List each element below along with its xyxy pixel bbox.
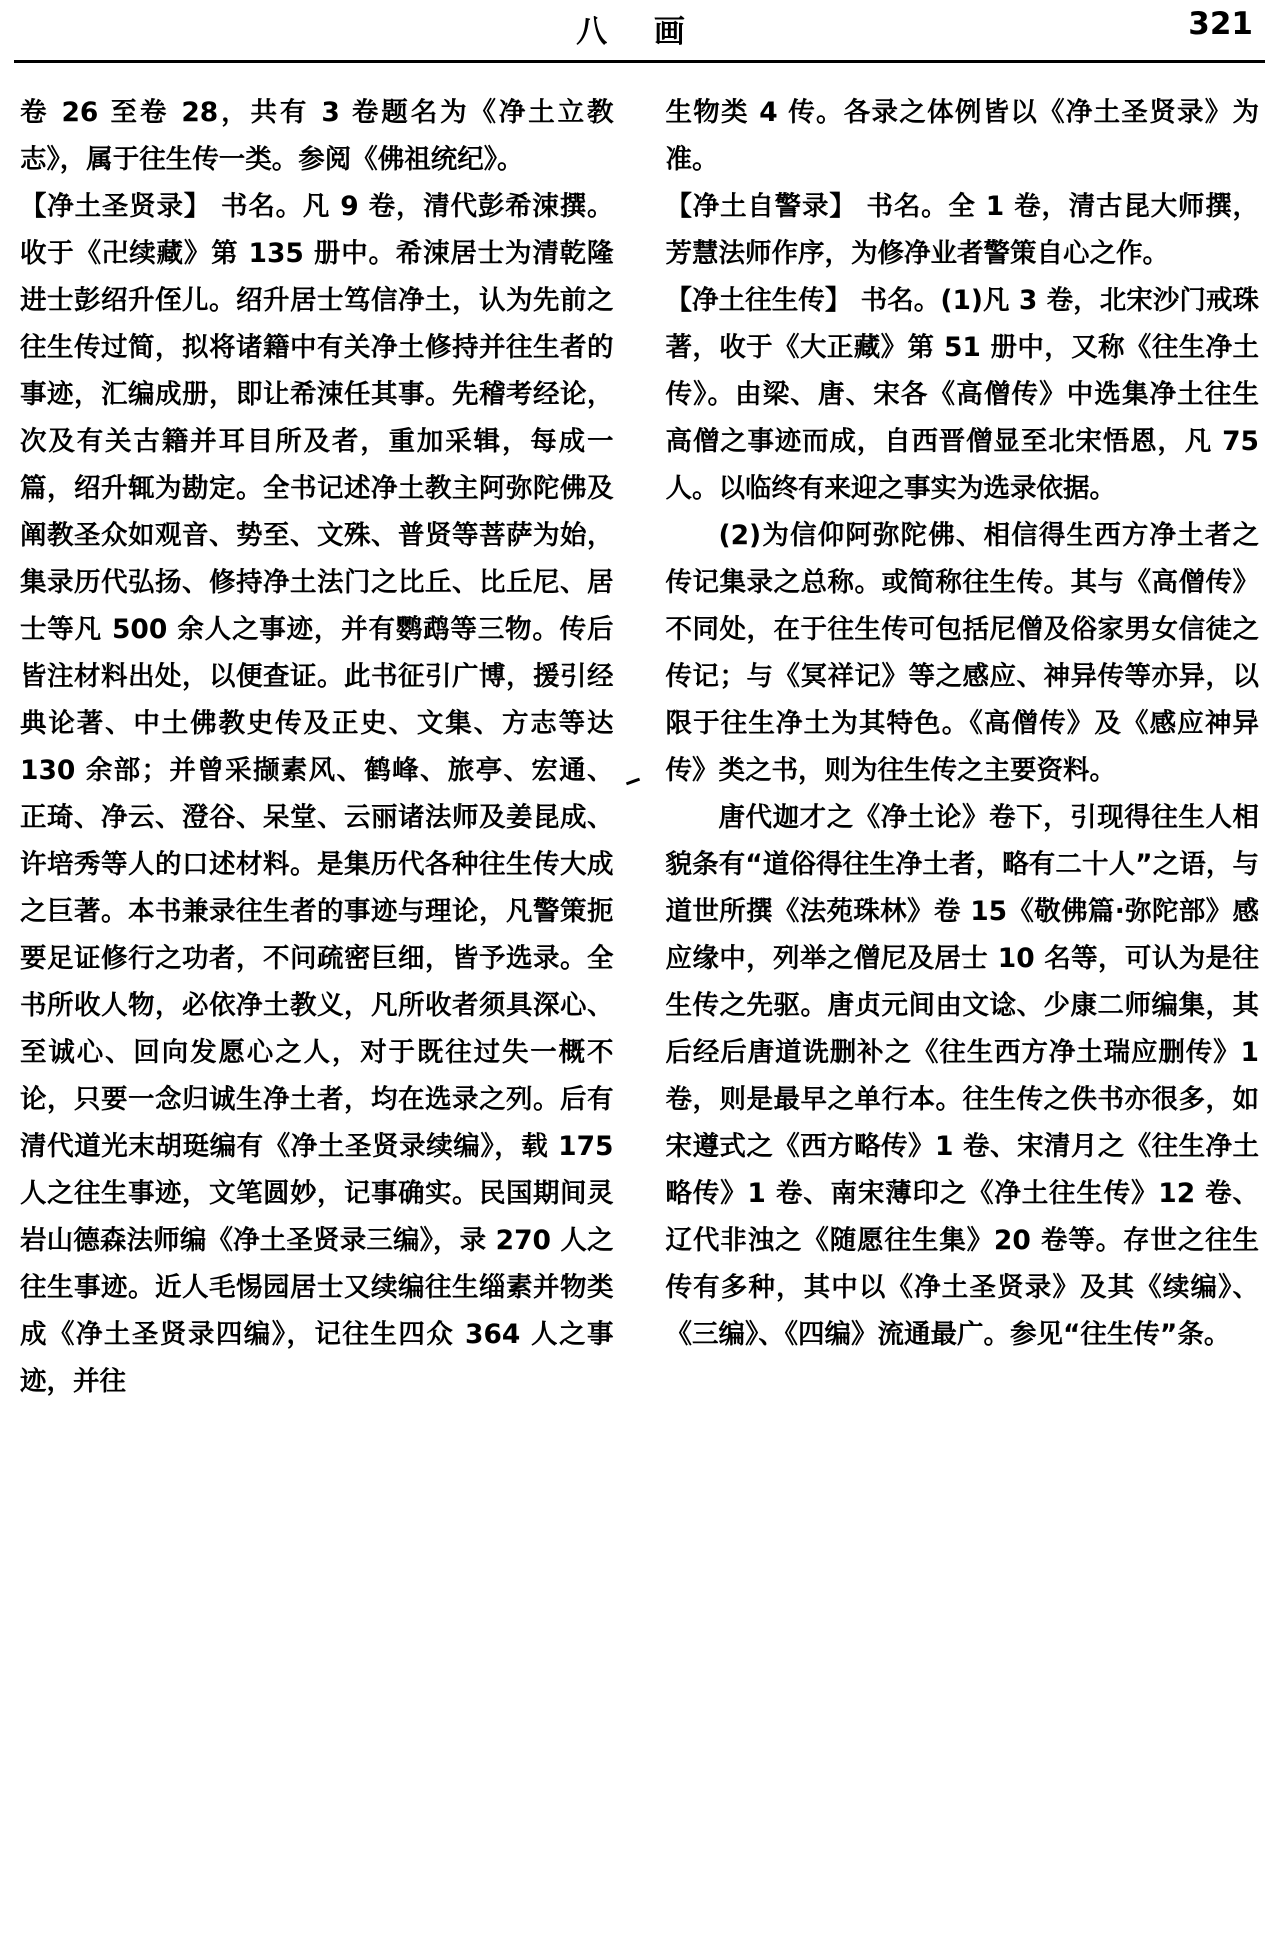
left-column xyxy=(20,89,640,1942)
paragraph: 【净土圣贤录】 书名。凡 9 卷，清代彭希涑撰。收于《卍续藏》第 135 册中。希涑居士为清乾隆进士彭绍升侄儿。绍升居士笃信净土，认为先前之往生传过简，拟将诸籍中有关净土修持并往生者的事迹，汇编成册，即让希涑任其事。先稽考经论，次及有关古籍并耳目所及者，重加采辑，每成一篇，绍升辄为勘定。全书记述净土教主阿弥陀佛及阐教圣众如观音、势至、文殊、普贤等菩萨为始，集录历代弘扬、修持净土法门之比丘、比丘尼、居士等凡 500 余人之事迹，并有鹦鹉等三物。传后皆注材料出处，以便查证。此书征引广博，援引经典论著、中土佛教史传及正史、文集、方志等达 130 余部；并曾采撷素风、鹤峰、旅亭、宏通、正琦、净云、澄谷、呆堂、云丽诸法师及姜昆成、许培秀等人的口述材料。是集历代各种往生传大成之巨著。本书兼录往生者的事迹与理论，凡警策扼要足证修行之功者，不问疏密巨细，皆予选录。全书所收人物，必依净土教义，凡所收者须具深心、至诚心、回向发愿心之人，对于既往过失一概不论，只要一念归诚生净土者，均在选录之列。后有清代道光末胡珽编有《净土圣贤录续编》，载 175 人之往生事迹，文笔圆妙，记事确实。民国期间灵岩山德森法师编《净土圣贤录三编》，录 270 人之往生事迹。近人毛惕园居士又续编往生缁素并物类成《净土圣贤录四编》，记往生四众 364 人之事迹，并往 xyxy=(20,191,614,1397)
page-number: 321 xyxy=(1188,6,1253,42)
page-header xyxy=(0,0,1279,58)
page-body xyxy=(0,63,1279,1942)
paragraph: 【净土往生传】 书名。(1)凡 3 卷，北宋沙门戒珠著，收于《大正藏》第 51 册中，又称《往生净土传》。由梁、唐、宋各《高僧传》中选集净土往生高僧之事迹而成，自西晋僧显至北宋悟恩，凡 75 人。以临终有来迎之事实为选录依据。 xyxy=(665,285,1259,504)
header-section-title: 八 画 xyxy=(576,14,703,50)
paragraph: 【净土自警录】 书名。全 1 卷，清古昆大师撰，芳慧法师作序，为修净业者警策自心之作。 xyxy=(665,191,1259,269)
right-column xyxy=(640,89,1260,1942)
paragraph: 卷 26 至卷 28，共有 3 卷题名为《净土立教志》，属于往生传一类。参阅《佛祖统纪》。 xyxy=(20,97,614,175)
paragraph: (2)为信仰阿弥陀佛、相信得生西方净土者之传记集录之总称。或简称往生传。其与《高僧传》不同处，在于往生传可包括尼僧及俗家男女信徒之传记；与《冥祥记》等之感应、神异传等亦异，以限于往生净土为其特色。《高僧传》及《感应神异传》类之书，则为往生传之主要资料。 xyxy=(665,520,1259,786)
paragraph: 唐代迦才之《净土论》卷下，引现得往生人相貌条有“道俗得往生净土者，略有二十人”之语，与道世所撰《法苑珠林》卷 15《敬佛篇·弥陀部》感应缘中，列举之僧尼及居士 10 名等，可认为是往生传之先驱。唐贞元间由文谂、少康二师编集，其后经后唐道诜删补之《往生西方净土瑞应删传》1 卷，则是最早之单行本。往生传之佚书亦很多，如宋遵式之《西方略传》1 卷、宋清月之《往生净土略传》1 卷、南宋薄印之《净土往生传》12 卷、辽代非浊之《随愿往生集》20 卷等。存世之往生传有多种，其中以《净土圣贤录》及其《续编》、《三编》、《四编》流通最广。参见“往生传”条。 xyxy=(665,802,1259,1350)
paragraph: 生物类 4 传。各录之体例皆以《净土圣贤录》为准。 xyxy=(665,97,1259,175)
